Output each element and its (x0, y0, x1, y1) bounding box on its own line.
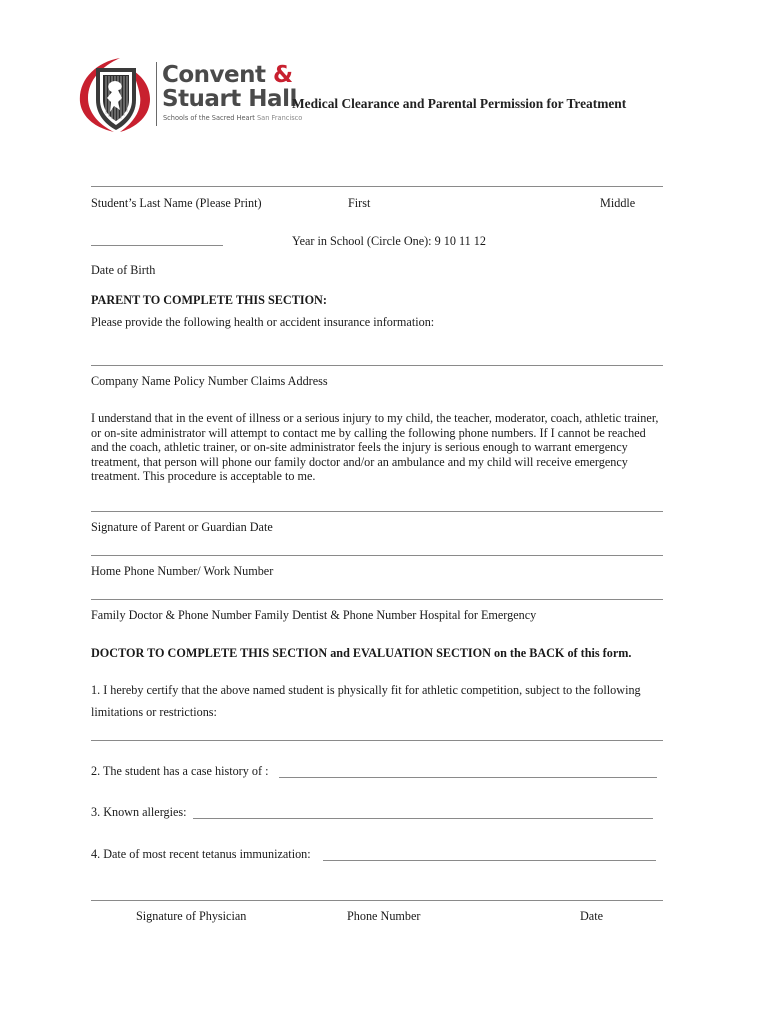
tetanus-line[interactable] (323, 860, 656, 861)
logo-name-line1 (162, 63, 293, 87)
school-crest-icon (76, 54, 156, 134)
logo-name-line2: Stuart Hall (162, 86, 297, 112)
first-name-label: First (348, 196, 371, 210)
logo-subtitle (163, 114, 302, 122)
logo-sub-city: San Francisco (257, 114, 303, 122)
item4-label: 4. Date of most recent tetanus immunization: (91, 847, 311, 861)
physician-signature-line[interactable] (91, 900, 663, 901)
form-title: Medical Clearance and Parental Permission for Treatment (292, 96, 627, 111)
consent-line: or on-site administrator will attempt to contact me by calling the following phone numbers. If I cannot be reached (91, 425, 646, 440)
logo-divider (156, 62, 157, 126)
physician-phone-label: Phone Number (347, 909, 421, 923)
parent-section-heading: PARENT TO COMPLETE THIS SECTION: (91, 293, 327, 307)
parent-signature-label: Signature of Parent or Guardian Date (91, 520, 273, 534)
consent-line: treatment, that person will phone our family doctor and/or an ambulance and my child will receive emergency (91, 454, 628, 469)
insurance-label: Company Name Policy Number Claims Address (91, 374, 328, 388)
item1-line2: limitations or restrictions: (91, 705, 217, 719)
consent-line: treatment. This procedure is acceptable to me. (91, 469, 316, 484)
year-in-school-label: Year in School (Circle One): 9 10 11 12 (292, 234, 486, 248)
case-history-line[interactable] (279, 777, 657, 778)
insurance-intro: Please provide the following health or accident insurance information: (91, 315, 435, 329)
phone-line[interactable] (91, 555, 663, 556)
doctors-label: Family Doctor & Phone Number Family Dentist & Phone Number Hospital for Emergency (91, 608, 537, 622)
doctor-section-heading: DOCTOR TO COMPLETE THIS SECTION and EVALUATION SECTION on the BACK of this form. (91, 646, 632, 660)
insurance-line[interactable] (91, 365, 663, 366)
dob-line[interactable] (91, 245, 223, 246)
item3-label: 3. Known allergies: (91, 805, 187, 819)
physician-date-label: Date (580, 909, 604, 923)
logo-sub-text: Schools of the Sacred Heart (163, 114, 257, 122)
student-name-line[interactable] (91, 186, 663, 187)
phone-label: Home Phone Number/ Work Number (91, 564, 274, 578)
consent-paragraph (91, 411, 691, 484)
allergies-line[interactable] (193, 818, 653, 819)
dob-label: Date of Birth (91, 263, 156, 277)
school-logo (76, 54, 156, 134)
doctors-line[interactable] (91, 599, 663, 600)
item1-line1: 1. I hereby certify that the above named student is physically fit for athletic competition, subject to the following (91, 683, 641, 697)
logo-ampersand: & (273, 62, 293, 88)
restrictions-line[interactable] (91, 740, 663, 741)
consent-line: I understand that in the event of illness or a serious injury to my child, the teacher, moderator, coach, athletic trainer, (91, 411, 659, 425)
physician-signature-label: Signature of Physician (136, 909, 247, 923)
consent-line: and the coach, athletic trainer, or on-site administrator feels the injury is serious enough to warrant emergency (91, 440, 628, 455)
logo-convent: Convent (162, 62, 274, 88)
item2-label: 2. The student has a case history of : (91, 764, 269, 778)
middle-name-label: Middle (600, 196, 636, 210)
parent-signature-line[interactable] (91, 511, 663, 512)
last-name-label: Student’s Last Name (Please Print) (91, 196, 262, 210)
